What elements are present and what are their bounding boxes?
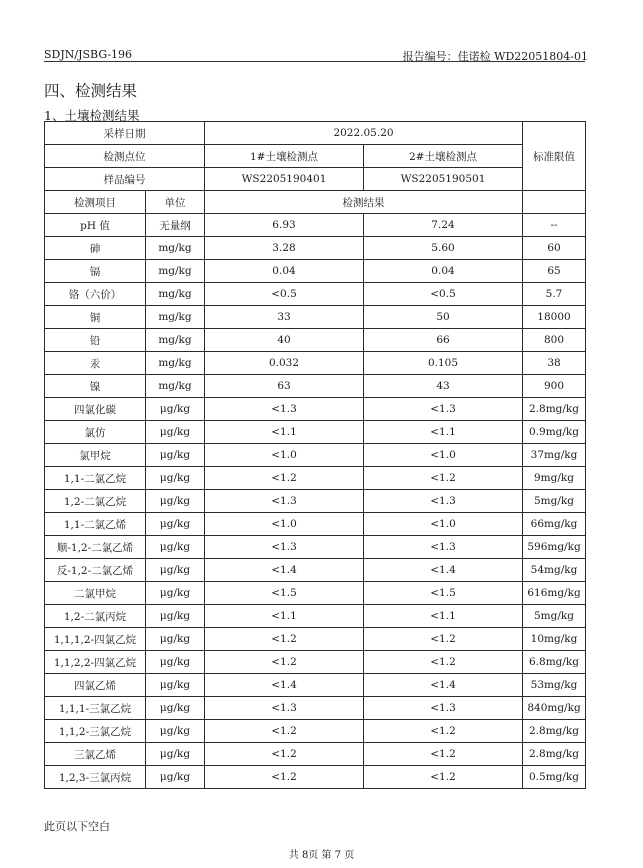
table-row [45,720,586,743]
cell-result-1: <0.5 [205,283,364,306]
cell-limit: 53mg/kg [523,674,586,697]
cell-item: 三氯乙烯 [45,743,146,766]
cell-unit: μg/kg [146,674,205,697]
cell-unit: mg/kg [146,352,205,375]
table-row [45,260,586,283]
cell-limit: 65 [523,260,586,283]
cell-limit: 38 [523,352,586,375]
cell-limit: 840mg/kg [523,697,586,720]
cell-item: 1,1,1-三氯乙烷 [45,697,146,720]
cell-item: 汞 [45,352,146,375]
cell-unit: mg/kg [146,306,205,329]
table-header-row [45,145,586,168]
cell-unit: μg/kg [146,513,205,536]
table-row [45,352,586,375]
cell-item: 铜 [45,306,146,329]
cell-item: 反-1,2-二氯乙烯 [45,559,146,582]
subsection-title: 1、土壤检测结果 [44,108,140,123]
table-header-row [45,191,586,214]
cell-item: 1,1-二氯乙烯 [45,513,146,536]
table-row [45,536,586,559]
table-row [45,329,586,352]
cell-unit: μg/kg [146,467,205,490]
table-row [45,513,586,536]
cell-limit: 2.8mg/kg [523,743,586,766]
cell-unit: μg/kg [146,490,205,513]
cell-result-1: <1.2 [205,743,364,766]
cell-item: 1,1,2-三氯乙烷 [45,720,146,743]
table-row [45,743,586,766]
soil-results-table [44,121,586,789]
cell-result-2: <1.2 [364,766,523,789]
cell-limit: 0.5mg/kg [523,766,586,789]
cell-unit: μg/kg [146,651,205,674]
cell-result-2: <1.2 [364,628,523,651]
cell-unit: μg/kg [146,766,205,789]
cell-result-1: <1.0 [205,444,364,467]
table-row [45,306,586,329]
section-title: 四、检测结果 [44,82,138,100]
table-header-row [45,168,586,191]
cell-unit: μg/kg [146,697,205,720]
cell-item: 四氯乙烯 [45,674,146,697]
cell-item: 镍 [45,375,146,398]
item-header: 检测项目 [45,191,146,214]
cell-result-2: <0.5 [364,283,523,306]
header-divider [44,61,585,62]
cell-result-1: <1.5 [205,582,364,605]
cell-limit: 18000 [523,306,586,329]
cell-result-1: <1.3 [205,398,364,421]
cell-unit: μg/kg [146,605,205,628]
cell-result-2: 0.04 [364,260,523,283]
cell-unit: μg/kg [146,421,205,444]
cell-limit: 5.7 [523,283,586,306]
cell-result-1: 63 [205,375,364,398]
cell-item: 1,1,2,2-四氯乙烷 [45,651,146,674]
cell-result-1: <1.1 [205,605,364,628]
cell-result-1: <1.3 [205,697,364,720]
cell-unit: μg/kg [146,582,205,605]
limit-header: 标准限值 [523,122,586,191]
cell-limit: 9mg/kg [523,467,586,490]
sampling-date-label: 采样日期 [45,122,205,145]
cell-item: 氯甲烷 [45,444,146,467]
cell-result-1: <1.2 [205,720,364,743]
cell-result-2: <1.1 [364,421,523,444]
cell-result-2: <1.0 [364,513,523,536]
cell-result-1: <1.2 [205,628,364,651]
sample-id-2: WS2205190501 [364,168,523,191]
cell-unit: μg/kg [146,398,205,421]
result-header: 检测结果 [205,191,523,214]
table-row [45,766,586,789]
table-row [45,398,586,421]
table-row [45,444,586,467]
cell-item: 镉 [45,260,146,283]
table-row [45,628,586,651]
doc-code: SDJN/JSBG-196 [44,48,133,61]
cell-result-2: 66 [364,329,523,352]
cell-item: pH 值 [45,214,146,237]
cell-limit: 2.8mg/kg [523,720,586,743]
table-row [45,214,586,237]
cell-result-2: 50 [364,306,523,329]
cell-result-1: 0.032 [205,352,364,375]
cell-limit: 900 [523,375,586,398]
table-row [45,467,586,490]
cell-result-1: <1.2 [205,467,364,490]
sampling-date-value: 2022.05.20 [205,122,523,145]
blank-below-note: 此页以下空白 [44,820,110,833]
cell-result-1: <1.1 [205,421,364,444]
cell-result-2: 5.60 [364,237,523,260]
cell-limit: 616mg/kg [523,582,586,605]
cell-result-2: 0.105 [364,352,523,375]
cell-unit: mg/kg [146,260,205,283]
cell-result-2: <1.0 [364,444,523,467]
cell-item: 铬（六价） [45,283,146,306]
cell-limit: 37mg/kg [523,444,586,467]
table-row [45,651,586,674]
cell-unit: μg/kg [146,743,205,766]
cell-limit: -- [523,214,586,237]
cell-result-1: <1.0 [205,513,364,536]
cell-unit: mg/kg [146,329,205,352]
table-row [45,375,586,398]
cell-result-1: 6.93 [205,214,364,237]
table-row [45,490,586,513]
cell-item: 1,1,1,2-四氯乙烷 [45,628,146,651]
cell-unit: 无量纲 [146,214,205,237]
cell-result-2: <1.2 [364,743,523,766]
table-row [45,697,586,720]
cell-result-2: <1.3 [364,536,523,559]
cell-limit: 5mg/kg [523,490,586,513]
table-row [45,674,586,697]
cell-result-2: <1.2 [364,651,523,674]
sample-id-label: 样品编号 [45,168,205,191]
cell-limit: 5mg/kg [523,605,586,628]
cell-limit: 60 [523,237,586,260]
sample-id-1: WS2205190401 [205,168,364,191]
cell-result-1: 33 [205,306,364,329]
cell-unit: μg/kg [146,628,205,651]
cell-result-1: <1.3 [205,536,364,559]
cell-item: 1,1-二氯乙烷 [45,467,146,490]
cell-unit: μg/kg [146,720,205,743]
cell-limit: 596mg/kg [523,536,586,559]
cell-result-1: <1.2 [205,766,364,789]
cell-unit: mg/kg [146,237,205,260]
table-header-row [45,122,586,145]
point-2: 2#土壤检测点 [364,145,523,168]
cell-item: 1,2,3-三氯丙烷 [45,766,146,789]
cell-result-2: <1.5 [364,582,523,605]
table-body [45,122,586,789]
cell-item: 四氯化碳 [45,398,146,421]
cell-limit: 54mg/kg [523,559,586,582]
unit-header: 单位 [146,191,205,214]
limit-blank [523,191,586,214]
table-row [45,237,586,260]
point-1: 1#土壤检测点 [205,145,364,168]
cell-unit: mg/kg [146,375,205,398]
cell-result-1: <1.4 [205,559,364,582]
cell-item: 铅 [45,329,146,352]
cell-unit: μg/kg [146,536,205,559]
cell-limit: 0.9mg/kg [523,421,586,444]
cell-result-2: <1.3 [364,490,523,513]
cell-item: 1,2-二氯乙烷 [45,490,146,513]
report-number: 报告编号：佳诺检 WD22051804-01 [402,50,588,63]
cell-limit: 66mg/kg [523,513,586,536]
cell-result-1: <1.4 [205,674,364,697]
table-row [45,582,586,605]
table-row [45,559,586,582]
cell-item: 砷 [45,237,146,260]
cell-result-1: <1.3 [205,490,364,513]
cell-result-1: 0.04 [205,260,364,283]
page-number: 共 8页 第 7 页 [288,850,355,861]
cell-result-1: 40 [205,329,364,352]
cell-limit: 2.8mg/kg [523,398,586,421]
cell-item: 氯仿 [45,421,146,444]
cell-unit: mg/kg [146,283,205,306]
table-row [45,605,586,628]
cell-unit: μg/kg [146,444,205,467]
cell-result-2: <1.2 [364,467,523,490]
cell-result-1: <1.2 [205,651,364,674]
cell-result-2: <1.4 [364,559,523,582]
cell-result-1: 3.28 [205,237,364,260]
cell-unit: μg/kg [146,559,205,582]
table-row [45,421,586,444]
cell-result-2: <1.4 [364,674,523,697]
cell-result-2: <1.1 [364,605,523,628]
cell-item: 顺-1,2-二氯乙烯 [45,536,146,559]
cell-result-2: 7.24 [364,214,523,237]
cell-item: 二氯甲烷 [45,582,146,605]
cell-result-2: <1.3 [364,697,523,720]
table-row [45,283,586,306]
point-label: 检测点位 [45,145,205,168]
cell-result-2: 43 [364,375,523,398]
cell-limit: 6.8mg/kg [523,651,586,674]
cell-limit: 10mg/kg [523,628,586,651]
cell-result-2: <1.2 [364,720,523,743]
cell-item: 1,2-二氯丙烷 [45,605,146,628]
cell-result-2: <1.3 [364,398,523,421]
cell-limit: 800 [523,329,586,352]
